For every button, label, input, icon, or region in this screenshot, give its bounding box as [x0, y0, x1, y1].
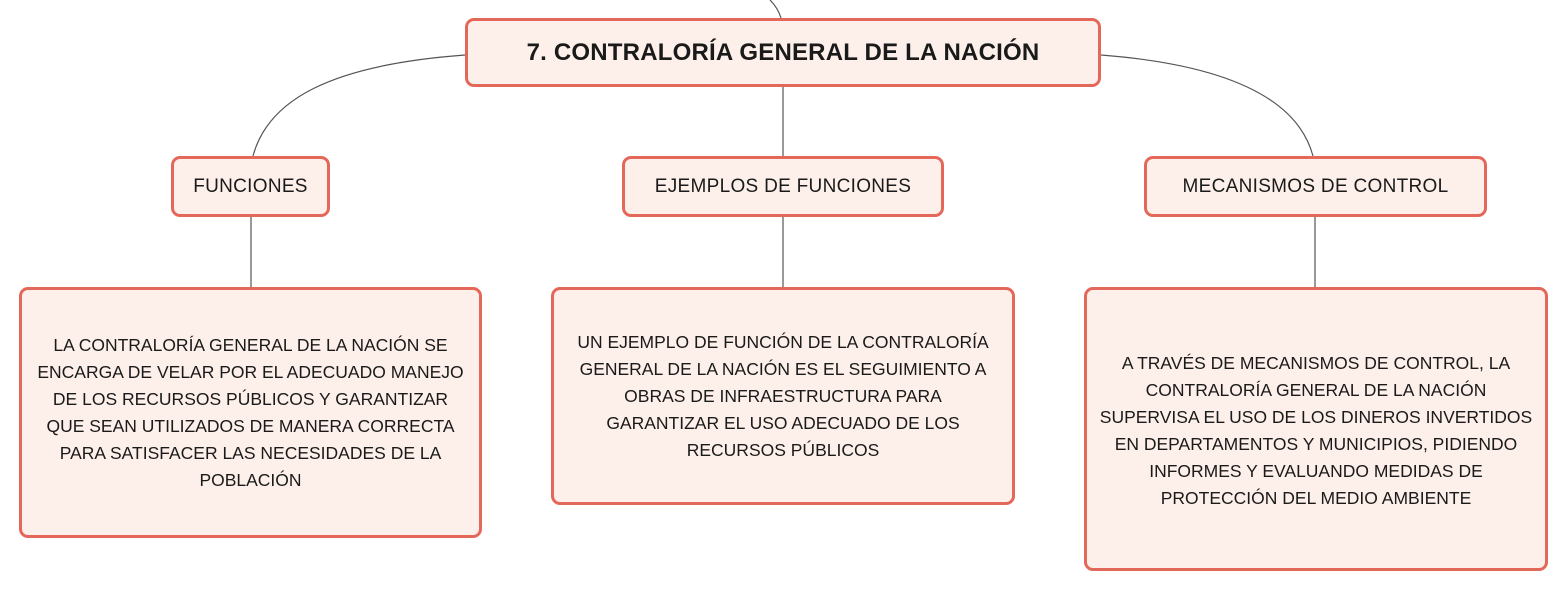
- connector-root-mecanismos: [1101, 55, 1313, 156]
- subtopic-ejemplos-text: UN EJEMPLO DE FUNCIÓN DE LA CONTRALORÍA GENERAL DE LA NACIÓN ES EL SEGUIMIENTO A OBRAS DE INFRAESTRUCTURA PARA GARANTIZAR EL USO ADECUADO DE LOS RECURSOS PÚBLICOS: [577, 331, 989, 460]
- topic-ejemplos-de-funciones[interactable]: [622, 156, 944, 217]
- subtopic-funciones-text: LA CONTRALORÍA GENERAL DE LA NACIÓN SE ENCARGA DE VELAR POR EL ADECUADO MANEJO DE LOS RECURSOS PÚBLICOS Y GARANTIZAR QUE SEAN UTILIZADOS DE MANERA CORRECTA PARA SATISFACER LAS NECESIDADES DE LA POBLACIÓN: [37, 334, 464, 490]
- topic-ejemplos-label: EJEMPLOS DE FUNCIONES: [654, 175, 912, 197]
- subtopic-mecanismos-detail[interactable]: [1084, 287, 1548, 571]
- topic-funciones-label: FUNCIONES: [193, 175, 308, 197]
- parent-connector: [770, 0, 781, 18]
- subtopic-funciones-detail[interactable]: [19, 287, 482, 538]
- subtopic-mecanismos-text: A TRAVÉS DE MECANISMOS DE CONTROL, LA CONTRALORÍA GENERAL DE LA NACIÓN SUPERVISA EL USO DE LOS DINEROS INVERTIDOS EN DEPARTAMENTOS Y MUNICIPIOS, PIDIENDO INFORMES Y EVALUANDO MEDIDAS DE PROTECCIÓN DEL MEDIO AMBIENTE: [1099, 353, 1533, 508]
- topic-mecanismos-label: MECANISMOS DE CONTROL: [1182, 175, 1449, 197]
- connector-root-funciones: [253, 55, 465, 156]
- topic-mecanismos-de-control[interactable]: [1144, 156, 1487, 217]
- root-topic-label: 7. CONTRALORÍA GENERAL DE LA NACIÓN: [526, 38, 1040, 66]
- root-topic[interactable]: [465, 18, 1101, 87]
- subtopic-ejemplos-detail[interactable]: [551, 287, 1015, 505]
- topic-funciones[interactable]: [171, 156, 330, 217]
